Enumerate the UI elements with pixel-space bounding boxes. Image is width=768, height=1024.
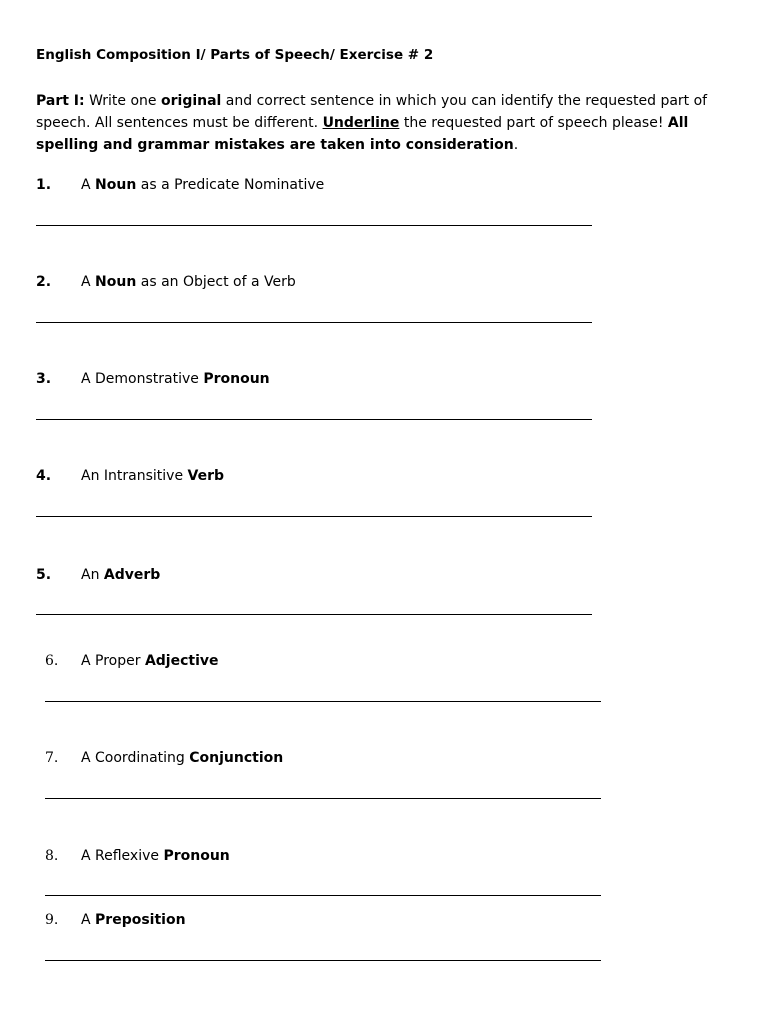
item-number: 1. bbox=[36, 177, 52, 193]
answer-line-3[interactable] bbox=[36, 419, 592, 420]
item-prompt: A Preposition bbox=[81, 912, 186, 928]
item-number: 5. bbox=[36, 567, 52, 583]
exercise-item-9 bbox=[0, 912, 768, 972]
answer-line-6[interactable] bbox=[45, 701, 601, 702]
exercise-item-7 bbox=[0, 750, 768, 810]
exercise-item-8 bbox=[0, 848, 768, 908]
item-prompt: A Demonstrative Pronoun bbox=[81, 371, 270, 387]
item-prompt: An Intransitive Verb bbox=[81, 468, 225, 484]
exercise-item-2 bbox=[0, 274, 768, 334]
item-prompt: A Noun as an Object of a Verb bbox=[81, 274, 296, 290]
answer-line-7[interactable] bbox=[45, 798, 601, 799]
item-number: 7. bbox=[45, 750, 59, 766]
underline-emphasis: Underline bbox=[322, 115, 400, 131]
answer-line-5[interactable] bbox=[36, 614, 592, 615]
item-number: 8. bbox=[45, 848, 59, 864]
item-prompt: An Adverb bbox=[81, 567, 161, 583]
item-number: 9. bbox=[45, 912, 59, 928]
exercise-item-6 bbox=[0, 653, 768, 713]
item-prompt: A Proper Adjective bbox=[81, 653, 219, 669]
grading-note: All spelling and grammar mistakes are taken into consideration bbox=[36, 115, 689, 153]
instructions-text-3: the requested part of speech please! bbox=[399, 115, 668, 131]
original-emphasis: original bbox=[161, 93, 222, 109]
item-prompt: A Noun as a Predicate Nominative bbox=[81, 177, 325, 193]
item-number: 4. bbox=[36, 468, 52, 484]
answer-line-8[interactable] bbox=[45, 895, 601, 896]
exercise-item-4 bbox=[0, 468, 768, 528]
answer-line-1[interactable] bbox=[36, 225, 592, 226]
exercise-item-3 bbox=[0, 371, 768, 431]
answer-line-9[interactable] bbox=[45, 960, 601, 961]
exercise-item-5 bbox=[0, 567, 768, 627]
document-title: English Composition I/ Parts of Speech/ Exercise # 2 bbox=[36, 47, 434, 63]
part-label: Part I: bbox=[36, 93, 85, 109]
answer-line-2[interactable] bbox=[36, 322, 592, 323]
instructions-text-1: Write one bbox=[84, 93, 161, 109]
instructions-text-2: and correct sentence in which you can identify the requested part of speech. All sentences must be different. bbox=[36, 93, 708, 131]
answer-line-4[interactable] bbox=[36, 516, 592, 517]
item-prompt: A Coordinating Conjunction bbox=[81, 750, 284, 766]
item-prompt: A Reflexive Pronoun bbox=[81, 848, 230, 864]
item-number: 2. bbox=[36, 274, 52, 290]
instructions-period: . bbox=[513, 137, 519, 153]
exercise-item-1 bbox=[0, 177, 768, 237]
instructions-paragraph bbox=[36, 90, 736, 156]
item-number: 6. bbox=[45, 653, 59, 669]
item-number: 3. bbox=[36, 371, 52, 387]
